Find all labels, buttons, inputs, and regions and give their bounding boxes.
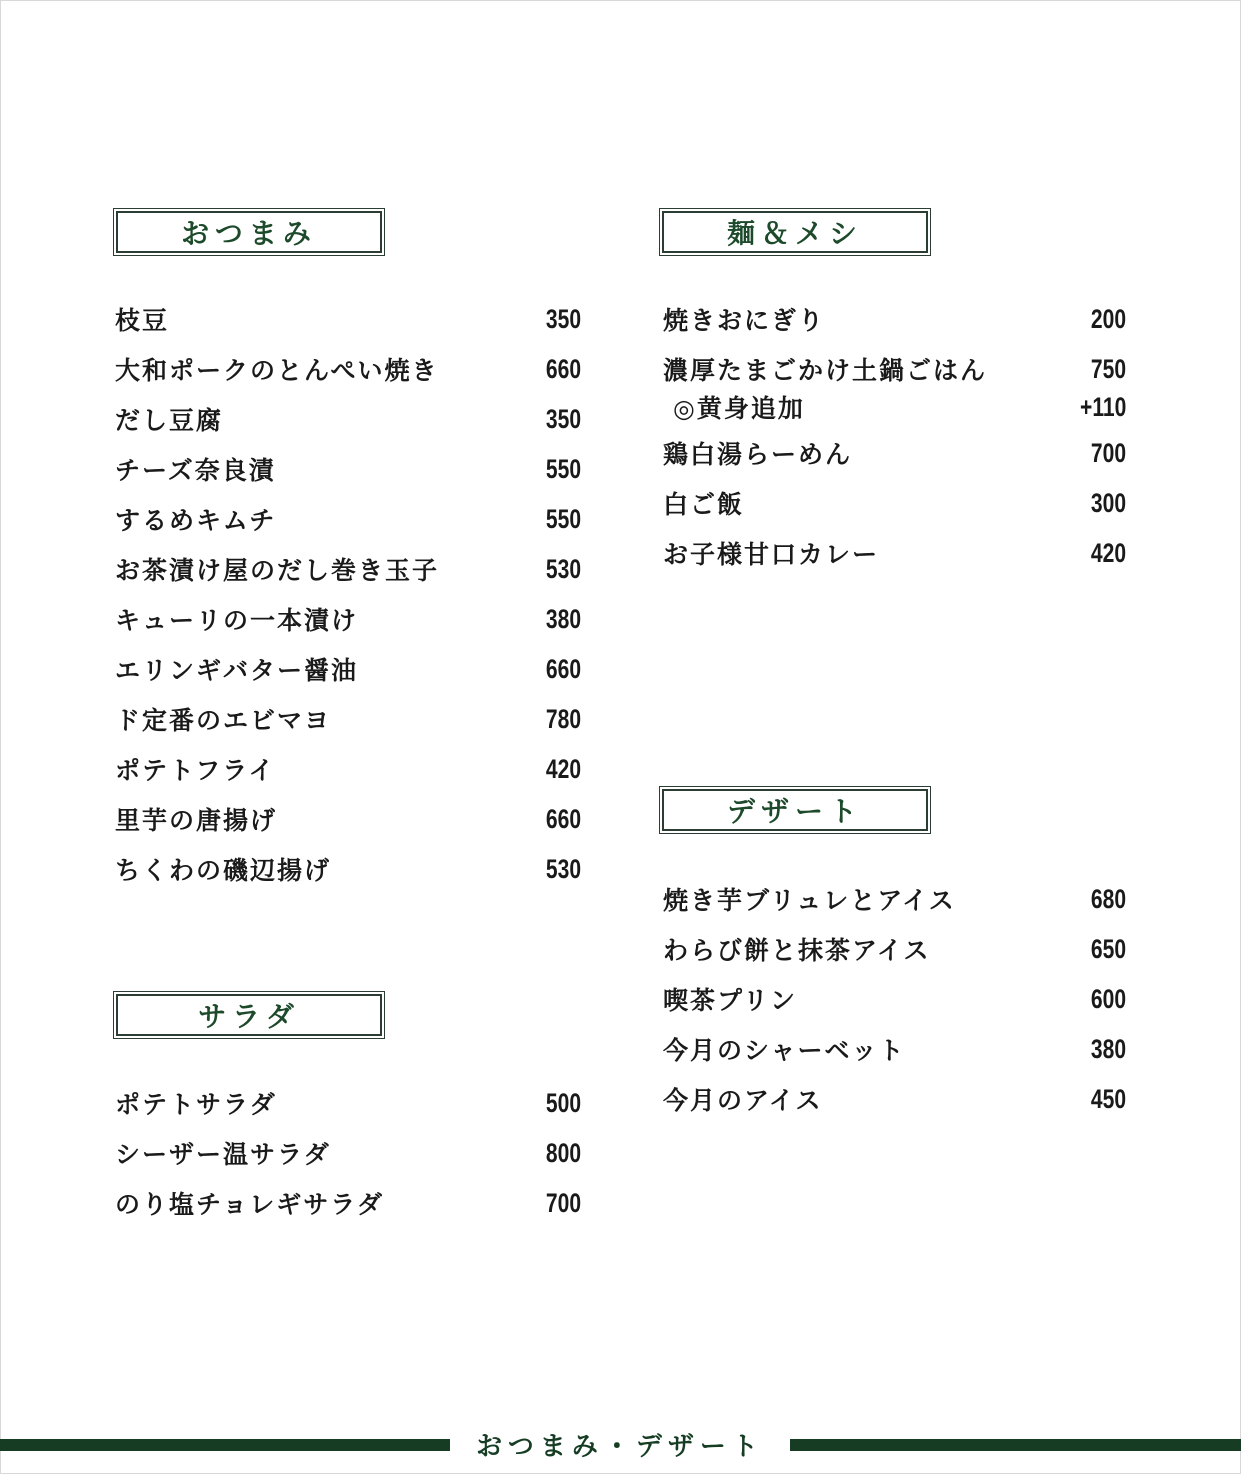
- item-name: 喫茶プリン: [663, 986, 798, 1015]
- item-price: 350: [545, 403, 581, 434]
- item-price: 380: [545, 603, 581, 634]
- section-title-frame: [659, 208, 931, 256]
- item-name: 焼き芋ブリュレとアイス: [663, 886, 956, 915]
- item-name: 白ご飯: [663, 490, 745, 519]
- menu-item: [115, 344, 581, 394]
- item-price: 550: [545, 453, 581, 484]
- menu-item-option: [663, 386, 1126, 428]
- menu-item: [663, 428, 1126, 478]
- menu-item: [663, 478, 1126, 528]
- item-price: 700: [1090, 437, 1126, 468]
- item-name: 濃厚たまごかけ土鍋ごはん: [663, 356, 988, 385]
- section-title-frame: [659, 786, 931, 834]
- item-price: 380: [1090, 1033, 1126, 1064]
- menu-item: [115, 594, 581, 644]
- item-name: ポテトフライ: [115, 756, 276, 785]
- item-name: 焼きおにぎり: [663, 306, 826, 335]
- item-price: 800: [545, 1137, 581, 1168]
- section-men-meshi: [663, 208, 1126, 594]
- item-name: 枝豆: [115, 306, 170, 335]
- menu-item: [115, 644, 581, 694]
- item-price: 200: [1090, 303, 1126, 334]
- item-price: 780: [545, 703, 581, 734]
- menu-item: [115, 294, 581, 344]
- page-footer: [0, 1422, 1241, 1468]
- item-price: 420: [545, 753, 581, 784]
- menu-list-salad: [115, 1078, 581, 1228]
- section-title-frame: [113, 208, 385, 256]
- item-price: 550: [545, 503, 581, 534]
- menu-item: [663, 974, 1126, 1024]
- item-price: 700: [545, 1187, 581, 1218]
- item-price: 600: [1090, 983, 1126, 1014]
- item-price: 660: [545, 803, 581, 834]
- section-title-frame: [113, 991, 385, 1039]
- item-price: 750: [1090, 353, 1126, 384]
- menu-list-otsumami: [115, 294, 581, 894]
- menu-item: [663, 924, 1126, 974]
- item-name: 今月のシャーベット: [663, 1036, 906, 1065]
- item-name: 里芋の唐揚げ: [115, 806, 278, 835]
- menu-item: [115, 844, 581, 894]
- item-price: +110: [1079, 391, 1126, 422]
- item-name: 大和ポークのとんぺい焼き: [115, 356, 439, 385]
- item-name: ポテトサラダ: [115, 1090, 277, 1119]
- item-name: ちくわの磯辺揚げ: [115, 856, 332, 885]
- item-name: だし豆腐: [115, 406, 224, 435]
- menu-item: [115, 744, 581, 794]
- item-price: 660: [545, 653, 581, 684]
- item-name: エリンギバター醤油: [115, 656, 359, 685]
- menu-item: [115, 794, 581, 844]
- item-name: 鶏白湯らーめん: [663, 440, 853, 469]
- item-price: 350: [545, 303, 581, 334]
- section-title: デザート: [662, 789, 928, 831]
- item-name: わらび餅と抹茶アイス: [663, 936, 931, 965]
- menu-item: [115, 1078, 581, 1128]
- menu-item: [663, 874, 1126, 924]
- menu-list-men-meshi: [663, 294, 1126, 578]
- item-price: 300: [1090, 487, 1126, 518]
- item-name: お子様甘口カレー: [663, 540, 880, 569]
- item-price: 680: [1090, 883, 1126, 914]
- item-price: 450: [1090, 1083, 1126, 1114]
- item-name: チーズ奈良漬: [115, 456, 276, 485]
- menu-item: [115, 1128, 581, 1178]
- section-salad: [115, 991, 581, 1244]
- item-name: ド定番のエビマヨ: [115, 706, 332, 735]
- menu-item: [115, 494, 581, 544]
- menu-item: [115, 694, 581, 744]
- item-name: シーザー温サラダ: [115, 1140, 331, 1169]
- menu-item: [115, 394, 581, 444]
- section-title: サラダ: [116, 994, 382, 1036]
- section-title: 麺＆メシ: [662, 211, 928, 253]
- menu-item: [663, 1074, 1126, 1124]
- item-name: のり塩チョレギサラダ: [115, 1190, 385, 1219]
- item-price: 530: [545, 853, 581, 884]
- footer-rule-right: [790, 1439, 1241, 1451]
- item-name: キューリの一本漬け: [115, 606, 359, 635]
- item-price: 420: [1090, 537, 1126, 568]
- item-price: 530: [545, 553, 581, 584]
- section-dessert: [663, 786, 1126, 1140]
- item-name: 今月のアイス: [663, 1086, 823, 1115]
- item-price: 650: [1090, 933, 1126, 964]
- menu-item: [663, 294, 1126, 344]
- menu-list-dessert: [663, 874, 1126, 1124]
- menu-item: [115, 1178, 581, 1228]
- menu-item: [115, 544, 581, 594]
- item-price: 500: [545, 1087, 581, 1118]
- menu-item: [115, 444, 581, 494]
- menu-item: [663, 528, 1126, 578]
- item-name: ◎黄身追加: [673, 394, 805, 423]
- footer-title: おつまみ・デザート: [476, 1432, 764, 1462]
- menu-item: [663, 1024, 1126, 1074]
- item-name: するめキムチ: [115, 506, 277, 535]
- section-title: おつまみ: [116, 211, 382, 253]
- footer-rule-left: [0, 1439, 450, 1451]
- item-price: 660: [545, 353, 581, 384]
- item-name: お茶漬け屋のだし巻き玉子: [115, 556, 440, 585]
- section-otsumami: [115, 208, 581, 910]
